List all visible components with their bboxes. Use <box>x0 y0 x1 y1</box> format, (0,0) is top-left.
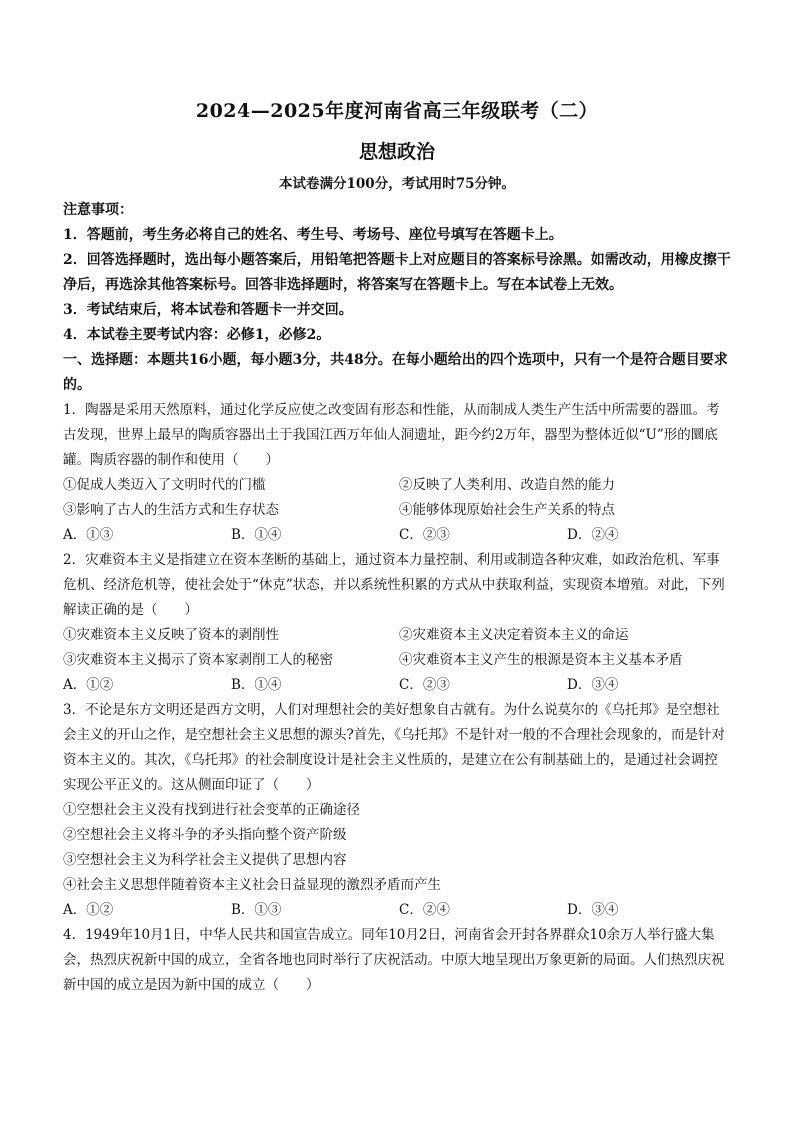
statement-option: ④灾难资本主义产生的根源是资本主义基本矛盾 <box>399 652 683 668</box>
statement-option: ①灾难资本主义反映了资本的剥削性 <box>63 627 279 643</box>
exam-meta: 本试卷满分100分，考试用时75分钟。 <box>279 176 515 192</box>
answer-choices <box>63 898 731 923</box>
question-2 <box>63 548 731 698</box>
statement-option: ②反映了人类利用、改造自然的能力 <box>399 477 615 493</box>
statement-option: ②灾难资本主义决定着资本主义的命运 <box>399 627 629 643</box>
question-4 <box>63 923 731 998</box>
answer-choice-c: C．②③ <box>399 677 450 693</box>
subject-title: 思想政治 <box>358 141 435 163</box>
question-stem: 4．1949年10月1日，中华人民共和国宣告成立。同年10月2日，河南省会开封各界群众10余万人举行盛大集会，热烈庆祝新中国的成立，全省各地也同时举行了庆祝活动。中原大地呈现出万象更新的局面。人们热烈庆祝新中国的成立是因为新中国的成立（ ） <box>63 927 725 993</box>
notice-item: 1．答题前，考生务必将自己的姓名、考生号、考场号、座位号填写在答题卡上。 <box>63 227 563 243</box>
question-stem: 2．灾难资本主义是指建立在资本垄断的基础上，通过资本力量控制、利用或制造各种灾难，如政治危机、军事危机、经济危机等，使社会处于“休克”状态，并以系统性积累的方式从中获取利益，实现资本增殖。对此，下列解读正确的是（ ） <box>63 552 725 618</box>
statement-option: ③灾难资本主义揭示了资本家剥削工人的秘密 <box>63 652 333 668</box>
answer-choice-d: D．②④ <box>567 527 619 543</box>
statement-option: ①空想社会主义没有找到进行社会变革的正确途径 <box>63 802 360 818</box>
answer-choice-b: B．①③ <box>231 902 282 918</box>
statement-option: ①促成人类迈入了文明时代的门槛 <box>63 477 266 493</box>
notice-title: 注意事项： <box>63 202 133 218</box>
answer-choices <box>63 523 731 548</box>
answer-choice-c: C．②④ <box>399 902 450 918</box>
exam-title: 2024—2025年度河南省高三年级联考（二） <box>195 100 599 122</box>
answer-choice-a: A．①② <box>63 902 114 918</box>
statement-option: ③影响了古人的生活方式和生存状态 <box>63 502 279 518</box>
exam-page <box>63 90 731 998</box>
question-1 <box>63 398 731 548</box>
statement-options <box>63 623 731 673</box>
statement-option: ④社会主义思想伴随着资本主义社会日益显现的激烈矛盾而产生 <box>63 877 441 893</box>
answer-choice-c: C．②③ <box>399 527 450 543</box>
section-heading: 一、选择题：本题共16小题，每小题3分，共48分。在每小题给出的四个选项中，只有一个是符合题目要求的。 <box>63 352 728 393</box>
answer-choice-b: B．①④ <box>231 677 282 693</box>
statement-option: ②空想社会主义将斗争的矛头指向整个资产阶级 <box>63 827 347 843</box>
notice-item: 4．本试卷主要考试内容：必修1，必修2。 <box>63 327 331 343</box>
answer-choice-b: B．①④ <box>231 527 282 543</box>
answer-choice-d: D．③④ <box>567 677 619 693</box>
statement-options <box>63 473 731 523</box>
notice-block <box>63 198 731 348</box>
question-stem: 3．不论是东方文明还是西方文明，人们对理想社会的美好想象自古就有。为什么说莫尔的《乌托邦》是空想社会主义的开山之作，是空想社会主义思想的源头?首先，《乌托邦》不是针对一般的不合理社会现象的，而是针对资本主义的。其次，《乌托邦》的社会制度设计是社会主义性质的，是建立在公有制基础上的，是通过社会调控实现公平正义的。这从侧面印证了（ ） <box>63 702 725 793</box>
answer-choice-a: A．①② <box>63 677 114 693</box>
statement-option: ④能够体现原始社会生产关系的特点 <box>399 502 615 518</box>
question-3 <box>63 698 731 923</box>
answer-choice-d: D．③④ <box>567 902 619 918</box>
question-stem: 1．陶器是采用天然原料，通过化学反应使之改变固有形态和性能，从而制成人类生产生活中所需要的器皿。考古发现，世界上最早的陶质容器出土于我国江西万年仙人洞遗址，距今约2万年，器型为整体近似“U”形的圜底罐。陶质容器的制作和使用（ ） <box>63 402 720 468</box>
answer-choice-a: A．①③ <box>63 527 114 543</box>
notice-item: 3．考试结束后，将本试卷和答题卡一并交回。 <box>63 302 353 318</box>
notice-item: 2．回答选择题时，选出每小题答案后，用铅笔把答题卡上对应题目的答案标号涂黑。如需改动，用橡皮擦干净后，再选涂其他答案标号。回答非选择题时，将答案写在答题卡上。写在本试卷上无效。 <box>63 252 731 293</box>
statement-option: ③空想社会主义为科学社会主义提供了思想内容 <box>63 852 347 868</box>
answer-choices <box>63 673 731 698</box>
